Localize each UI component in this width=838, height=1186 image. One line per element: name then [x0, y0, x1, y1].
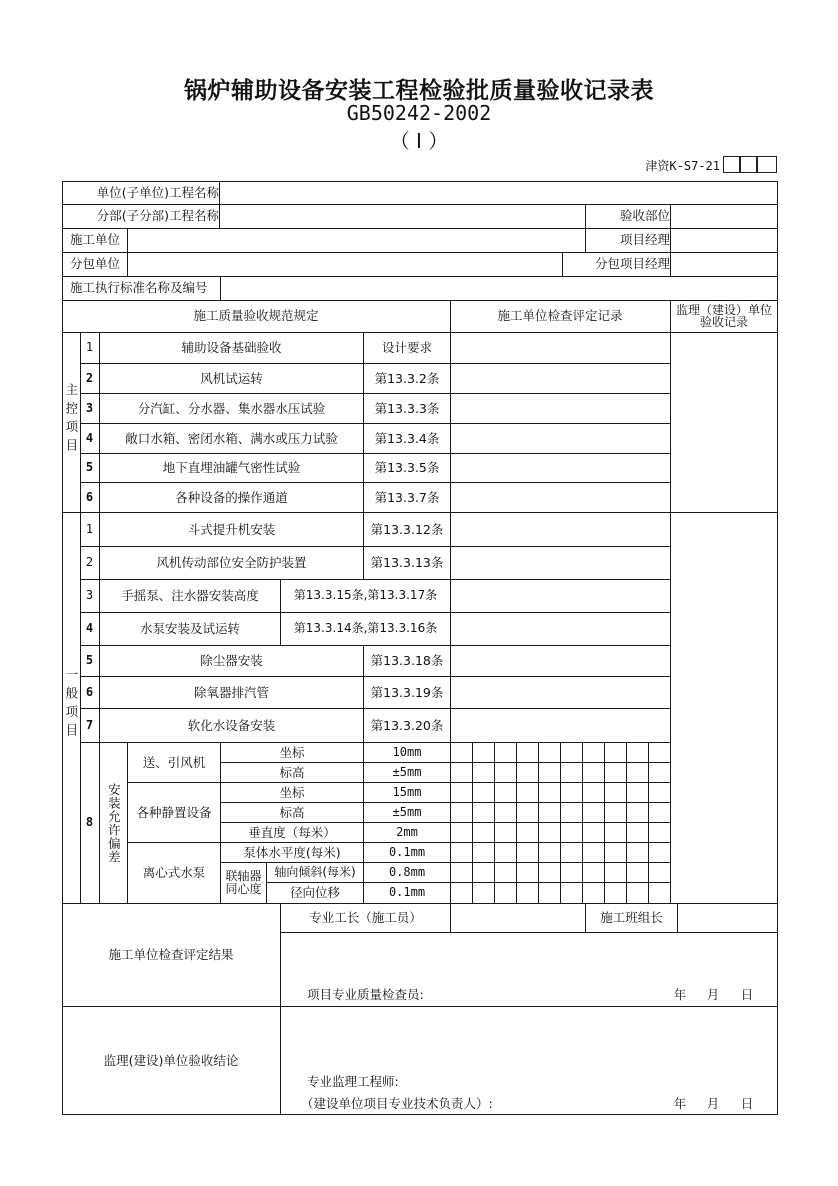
item-reference: 第13.3.19条 — [370, 684, 444, 700]
part-number: （ Ⅰ ） — [389, 129, 449, 153]
acceptance-part-field[interactable] — [671, 204, 777, 228]
row-number: 4 — [85, 621, 94, 636]
item-name: 斗式提升机安装 — [187, 521, 276, 537]
item-reference: 第13.3.4条 — [374, 430, 440, 446]
construction-record-cell[interactable] — [451, 646, 670, 676]
header-supervision-record: 监理（建设）单位验收记录 — [675, 303, 772, 329]
measurement-grid[interactable] — [451, 743, 670, 903]
item-reference: 第13.3.5条 — [374, 460, 440, 476]
border-right — [777, 181, 778, 1115]
day-label: 日 — [740, 1096, 754, 1112]
unit-project-name-field[interactable] — [220, 181, 777, 204]
tolerance-item: 标高 — [279, 764, 305, 780]
supervision-conclusion-label: 监理(建设)单位验收结论 — [103, 1052, 239, 1068]
owner-rep-label: （建设单位项目专业技术负责人）: — [301, 1096, 493, 1112]
tolerance-value: 10mm — [392, 744, 422, 759]
construction-record-cell[interactable] — [451, 364, 670, 393]
item-name: 手摇泵、注水器安装高度 — [121, 588, 259, 604]
form-number-box-2[interactable] — [740, 156, 757, 173]
month-label: 月 — [706, 1096, 720, 1112]
row-number: 1 — [85, 521, 94, 536]
general-items-label: 一般项目 — [63, 668, 79, 742]
coupling-label: 联轴器同心度 — [225, 869, 262, 896]
year-label: 年 — [673, 1096, 687, 1112]
row-number: 3 — [85, 588, 94, 603]
tolerance-item: 泵体水平度(每米) — [243, 844, 341, 860]
tolerance-item: 垂直度（每米） — [248, 824, 336, 840]
tolerance-item: 坐标 — [279, 784, 305, 800]
supervision-conclusion-field[interactable] — [281, 1007, 777, 1071]
item-reference: 第13.3.12条 — [370, 521, 444, 537]
form-number-box-3[interactable] — [757, 156, 777, 173]
standard-code: GB50242-2002 — [346, 101, 492, 125]
tolerance-value: ±5mm — [392, 764, 422, 779]
item-name: 软化水设备安装 — [187, 717, 276, 733]
construction-unit-field[interactable] — [128, 228, 585, 252]
construction-record-cell[interactable] — [451, 424, 670, 453]
item-name: 水泵安装及试运转 — [139, 621, 240, 637]
construction-record-cell[interactable] — [451, 394, 670, 423]
row-number: 6 — [85, 489, 94, 504]
row-number: 5 — [85, 460, 94, 475]
label-subcontract-manager: 分包项目经理 — [594, 256, 670, 272]
tolerance-value: ±5mm — [392, 804, 422, 819]
header-spec: 施工质量验收规范规定 — [193, 308, 319, 324]
year-label: 年 — [673, 987, 687, 1003]
item-name: 风机传动部位安全防护装置 — [156, 555, 307, 571]
row-number: 7 — [85, 717, 94, 732]
item-reference: 第13.3.7条 — [374, 489, 440, 505]
row-number: 6 — [85, 684, 94, 699]
tolerance-value: 2mm — [396, 824, 418, 839]
row-number: 3 — [85, 400, 94, 415]
item-name: 除氧器排汽管 — [193, 684, 269, 700]
tolerance-group-name: 送、引风机 — [142, 754, 206, 770]
label-subcontract-unit: 分包单位 — [70, 256, 121, 272]
row-number: 8 — [85, 815, 94, 830]
item-reference: 第13.3.15条,第13.3.17条 — [293, 588, 438, 603]
construction-record-cell[interactable] — [451, 547, 670, 579]
construction-record-cell[interactable] — [451, 513, 670, 546]
row-number: 2 — [85, 555, 94, 570]
construction-result-field[interactable] — [281, 933, 777, 983]
tolerance-item: 轴向倾斜(每米) — [274, 864, 356, 879]
tolerance-value: 15mm — [392, 784, 422, 799]
item-name: 地下直埋油罐气密性试验 — [162, 460, 301, 476]
subcontract-manager-field[interactable] — [671, 252, 777, 276]
construction-record-cell[interactable] — [451, 677, 670, 708]
general-items-supervision-cell[interactable] — [671, 513, 777, 903]
row-number: 2 — [85, 370, 94, 385]
item-reference: 第13.3.3条 — [374, 400, 440, 416]
supervision-engineer-label: 专业监理工程师: — [307, 1074, 399, 1090]
item-reference: 第13.3.18条 — [370, 653, 444, 669]
header-construction-record: 施工单位检查评定记录 — [497, 308, 623, 324]
item-reference: 第13.3.2条 — [374, 370, 440, 386]
item-reference: 第13.3.13条 — [370, 555, 444, 571]
team-leader-label: 施工班组长 — [600, 910, 663, 926]
tolerance-item: 坐标 — [279, 744, 305, 760]
item-reference: 第13.3.14条,第13.3.16条 — [293, 621, 438, 636]
item-reference: 第13.3.20条 — [370, 717, 444, 733]
label-construction-unit: 施工单位 — [70, 232, 121, 248]
tolerance-item: 径向位移 — [289, 885, 340, 901]
project-manager-field[interactable] — [671, 228, 777, 252]
sub-project-name-field[interactable] — [220, 204, 585, 228]
tolerance-group-name: 离心式水泵 — [142, 865, 206, 881]
construction-record-cell[interactable] — [451, 613, 670, 645]
tolerance-value: 0.1mm — [388, 885, 426, 900]
form-number: 津资K-S7-21 — [645, 159, 720, 173]
row-number: 4 — [85, 430, 94, 445]
form-title: 锅炉辅助设备安装工程检验批质量验收记录表 — [184, 78, 654, 104]
row-number: 5 — [85, 653, 94, 668]
item-name: 辅助设备基础验收 — [181, 340, 282, 356]
foreman-label: 专业工长（施工员） — [309, 910, 422, 926]
label-standard-name: 施工执行标准名称及编号 — [70, 280, 208, 296]
label-sub-project-name: 分部(子分部)工程名称 — [96, 208, 219, 224]
item-name: 分汽缸、分水器、集水器水压试验 — [137, 400, 326, 416]
label-unit-project-name: 单位(子单位)工程名称 — [96, 184, 219, 200]
construction-record-cell[interactable] — [451, 333, 670, 363]
main-items-label: 主控项目 — [63, 383, 79, 457]
construction-record-cell[interactable] — [451, 709, 670, 742]
construction-record-cell[interactable] — [451, 580, 670, 612]
form-number-box-1[interactable] — [723, 156, 740, 173]
tolerance-item: 标高 — [279, 804, 305, 820]
quality-inspector-label: 项目专业质量检查员: — [307, 987, 424, 1003]
tolerance-group-name: 各种静置设备 — [136, 804, 212, 820]
label-acceptance-part: 验收部位 — [619, 208, 670, 224]
day-label: 日 — [740, 987, 754, 1003]
item-name: 风机试运转 — [200, 370, 263, 386]
border-bottom — [62, 1114, 778, 1115]
construction-record-cell[interactable] — [451, 483, 670, 512]
construction-result-label: 施工单位检查评定结果 — [108, 947, 234, 963]
tolerance-value: 0.1mm — [388, 844, 426, 859]
standard-name-field[interactable] — [221, 276, 777, 300]
month-label: 月 — [706, 987, 720, 1003]
item-reference: 设计要求 — [381, 340, 432, 356]
item-name: 除尘器安装 — [200, 653, 263, 669]
label-project-manager: 项目经理 — [619, 232, 670, 248]
team-leader-field[interactable] — [678, 904, 777, 932]
item-name: 各种设备的操作通道 — [175, 489, 288, 505]
tolerance-value: 0.8mm — [388, 864, 426, 879]
foreman-field[interactable] — [451, 904, 585, 932]
row-number: 1 — [85, 340, 94, 355]
tolerance-label: 安装允许偏差 — [106, 782, 122, 864]
main-items-supervision-cell[interactable] — [671, 333, 777, 512]
item-name: 敞口水箱、密闭水箱、满水或压力试验 — [125, 430, 338, 446]
subcontract-unit-field[interactable] — [128, 252, 562, 276]
construction-record-cell[interactable] — [451, 454, 670, 482]
